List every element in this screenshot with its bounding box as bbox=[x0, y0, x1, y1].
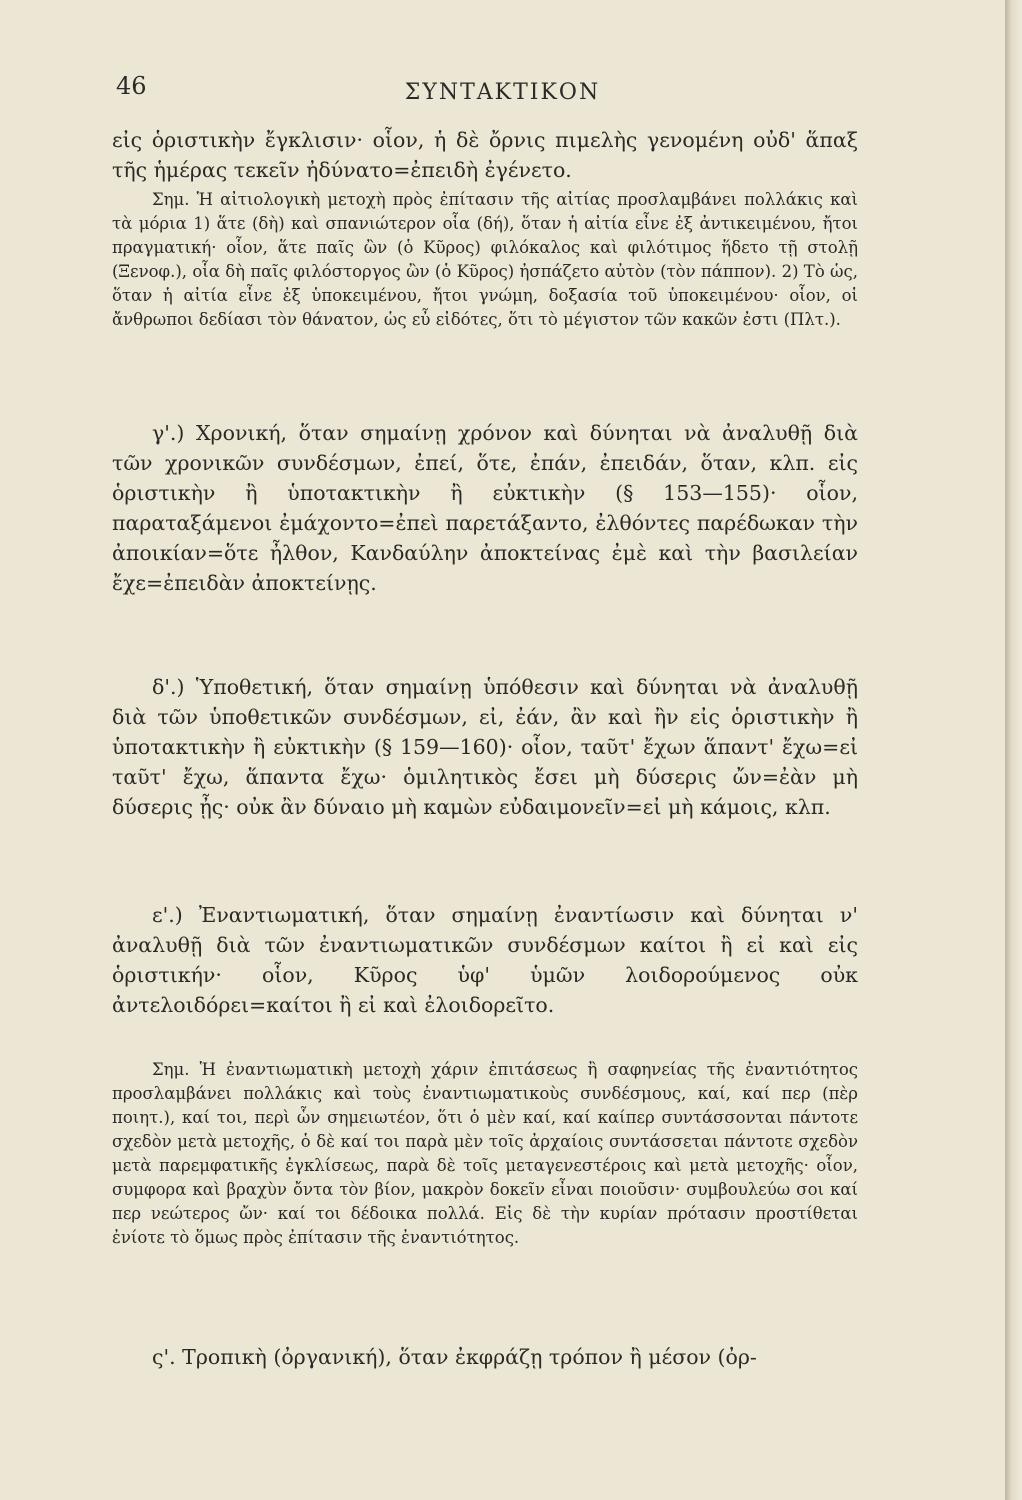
paragraph: δ'.) Ὑποθετική, ὅταν σημαίνῃ ὑπόθεσιν καὶ δύνηται νὰ ἀναλυθῇ διὰ τῶν ὑποθετικῶν συνδέσμων, εἰ, ἐάν, ἂν καὶ ἢν εἰς ὁριστικὴν ἢ ὑποτακτικὴν ἢ εὐκτικὴν (§ 159—160)· οἷον, ταῦτ' ἔχων ἅπαντ' ἔχω=εἰ ταῦτ' ἔχω, ἅπαντα ἔχω· ὁμιλητικὸς ἔσει μὴ δύσερις ὤν=ἐὰν μὴ δύσερις ᾖς· οὐκ ἂν δύναιο μὴ καμὼν εὐδαιμονεῖν=εἰ μὴ κάμοις, κλπ. bbox=[112, 675, 858, 819]
note-paragraph: Σημ. Ἡ αἰτιολογικὴ μετοχὴ πρὸς ἐπίτασιν τῆς αἰτίας προσλαμβάνει πολλάκις καὶ τὰ μόρια 1) ἅτε (δὴ) καὶ σπανιώτερον οἷα (δή), ὅταν ἡ αἰτία εἶνε ἐξ ἀντικειμένου, ἤτοι πραγματική· οἷον, ἅτε παῖς ὢν (ὁ Κῦρος) φιλόκαλος καὶ φιλότιμος ἥδετο τῇ στολῇ (Ξενοφ.), οἷα δὴ παῖς φιλόστοργος ὢν (ὁ Κῦρος) ἠσπάζετο αὐτὸν (τὸν πάππον). 2) Τὸ ὡς, ὅταν ἡ αἰτία εἶνε ἐξ ὑποκειμένου, ἤτοι γνώμη, δοξασία τοῦ ὑποκειμένου· οἷον, οἱ ἄνθρωποι δεδίασι τὸν θάνατον, ὡς εὖ εἰδότες, ὅτι τὸ μέγιστον τῶν κακῶν ἐστι (Πλτ.). bbox=[112, 190, 858, 329]
section-delta-conditional bbox=[112, 672, 858, 822]
paragraph-continuation bbox=[112, 125, 858, 185]
page-number: 46 bbox=[116, 72, 147, 100]
section-gamma-temporal bbox=[112, 418, 858, 598]
paragraph: ς'. Τροπικὴ (ὀργανική), ὅταν ἐκφράζῃ τρόπον ἢ μέσον (ὀρ- bbox=[152, 1345, 757, 1369]
paragraph: γ'.) Χρονική, ὅταν σημαίνῃ χρόνον καὶ δύνηται νὰ ἀναλυθῇ διὰ τῶν χρονικῶν συνδέσμων, ἐπεί, ὅτε, ἐπάν, ἐπειδάν, ὅταν, κλπ. εἰς ὁριστικὴν ἢ ὑποτακτικὴν ἢ εὐκτικὴν (§ 153—155)· οἷον, παραταξάμενοι ἐμάχοντο=ἐπεὶ παρετάξαντο, ἐλθόντες παρέδωκαν τὴν ἀποικίαν=ὅτε ἦλθον, Κανδαύλην ἀποκτείνας ἐμὲ καὶ τὴν βασιλείαν ἔχε=ἐπειδὰν ἀποκτείνῃς. bbox=[112, 421, 858, 595]
section-stigma-modal bbox=[112, 1342, 858, 1372]
paragraph: εἰς ὁριστικὴν ἔγκλισιν· οἷον, ἡ δὲ ὄρνις πιμελὴς γενομένη οὐδ' ἅπαξ τῆς ἡμέρας τεκεῖν ἠδύνατο=ἐπειδὴ ἐγένετο. bbox=[112, 128, 858, 182]
paragraph: ε'.) Ἐναντιωματική, ὅταν σημαίνῃ ἐναντίωσιν καὶ δύνηται ν' ἀναλυθῇ διὰ τῶν ἐναντιωματικῶν συνδέσμων καίτοι ἢ εἰ καὶ εἰς ὁριστικήν· οἷον, Κῦρος ὑφ' ὑμῶν λοιδορούμενος οὐκ ἀντελοιδόρει=καίτοι ἢ εἰ καὶ ἐλοιδορεῖτο. bbox=[112, 903, 858, 1017]
running-head: ΣΥΝΤΑΚΤΙΚΟΝ bbox=[404, 80, 601, 105]
note-concessive-participle bbox=[112, 1058, 858, 1250]
note-causal-participle bbox=[112, 188, 858, 332]
page-edge bbox=[1005, 0, 1022, 1500]
note-paragraph: Σημ. Ἡ ἐναντιωματικὴ μετοχὴ χάριν ἐπιτάσεως ἢ σαφηνείας τῆς ἐναντιότητος προσλαμβάνει πολλάκις καὶ τοὺς ἐναντιωματικοὺς συνδέσμους, καί, καί περ (πὲρ ποιητ.), καί τοι, περὶ ὧν σημειωτέον, ὅτι ὁ μὲν καί, καί καίπερ συντάσσονται πάντοτε σχεδὸν μετὰ μετοχῆς, ὁ δὲ καί τοι παρὰ μὲν τοῖς ἀρχαίοις συντάσσεται πάντοτε σχεδὸν μετὰ παρεμφατικῆς ἐγκλίσεως, παρὰ δὲ τοῖς μεταγενεστέροις καὶ μετὰ μετοχῆς· οἷον, συμφορα καὶ βραχὺν ὄντα τὸν βίον, μακρὸν δοκεῖν εἶναι ποιοῦσιν· συμβουλεύω σοι καί περ νεώτερος ὤν· καί τοι δέδοικα πολλά. Εἰς δὲ τὴν κυρίαν πρότασιν προστίθεται ἐνίοτε τὸ ὅμως πρὸς ἐπίτασιν τῆς ἐναντιότητος. bbox=[112, 1060, 858, 1247]
section-epsilon-concessive bbox=[112, 900, 858, 1020]
